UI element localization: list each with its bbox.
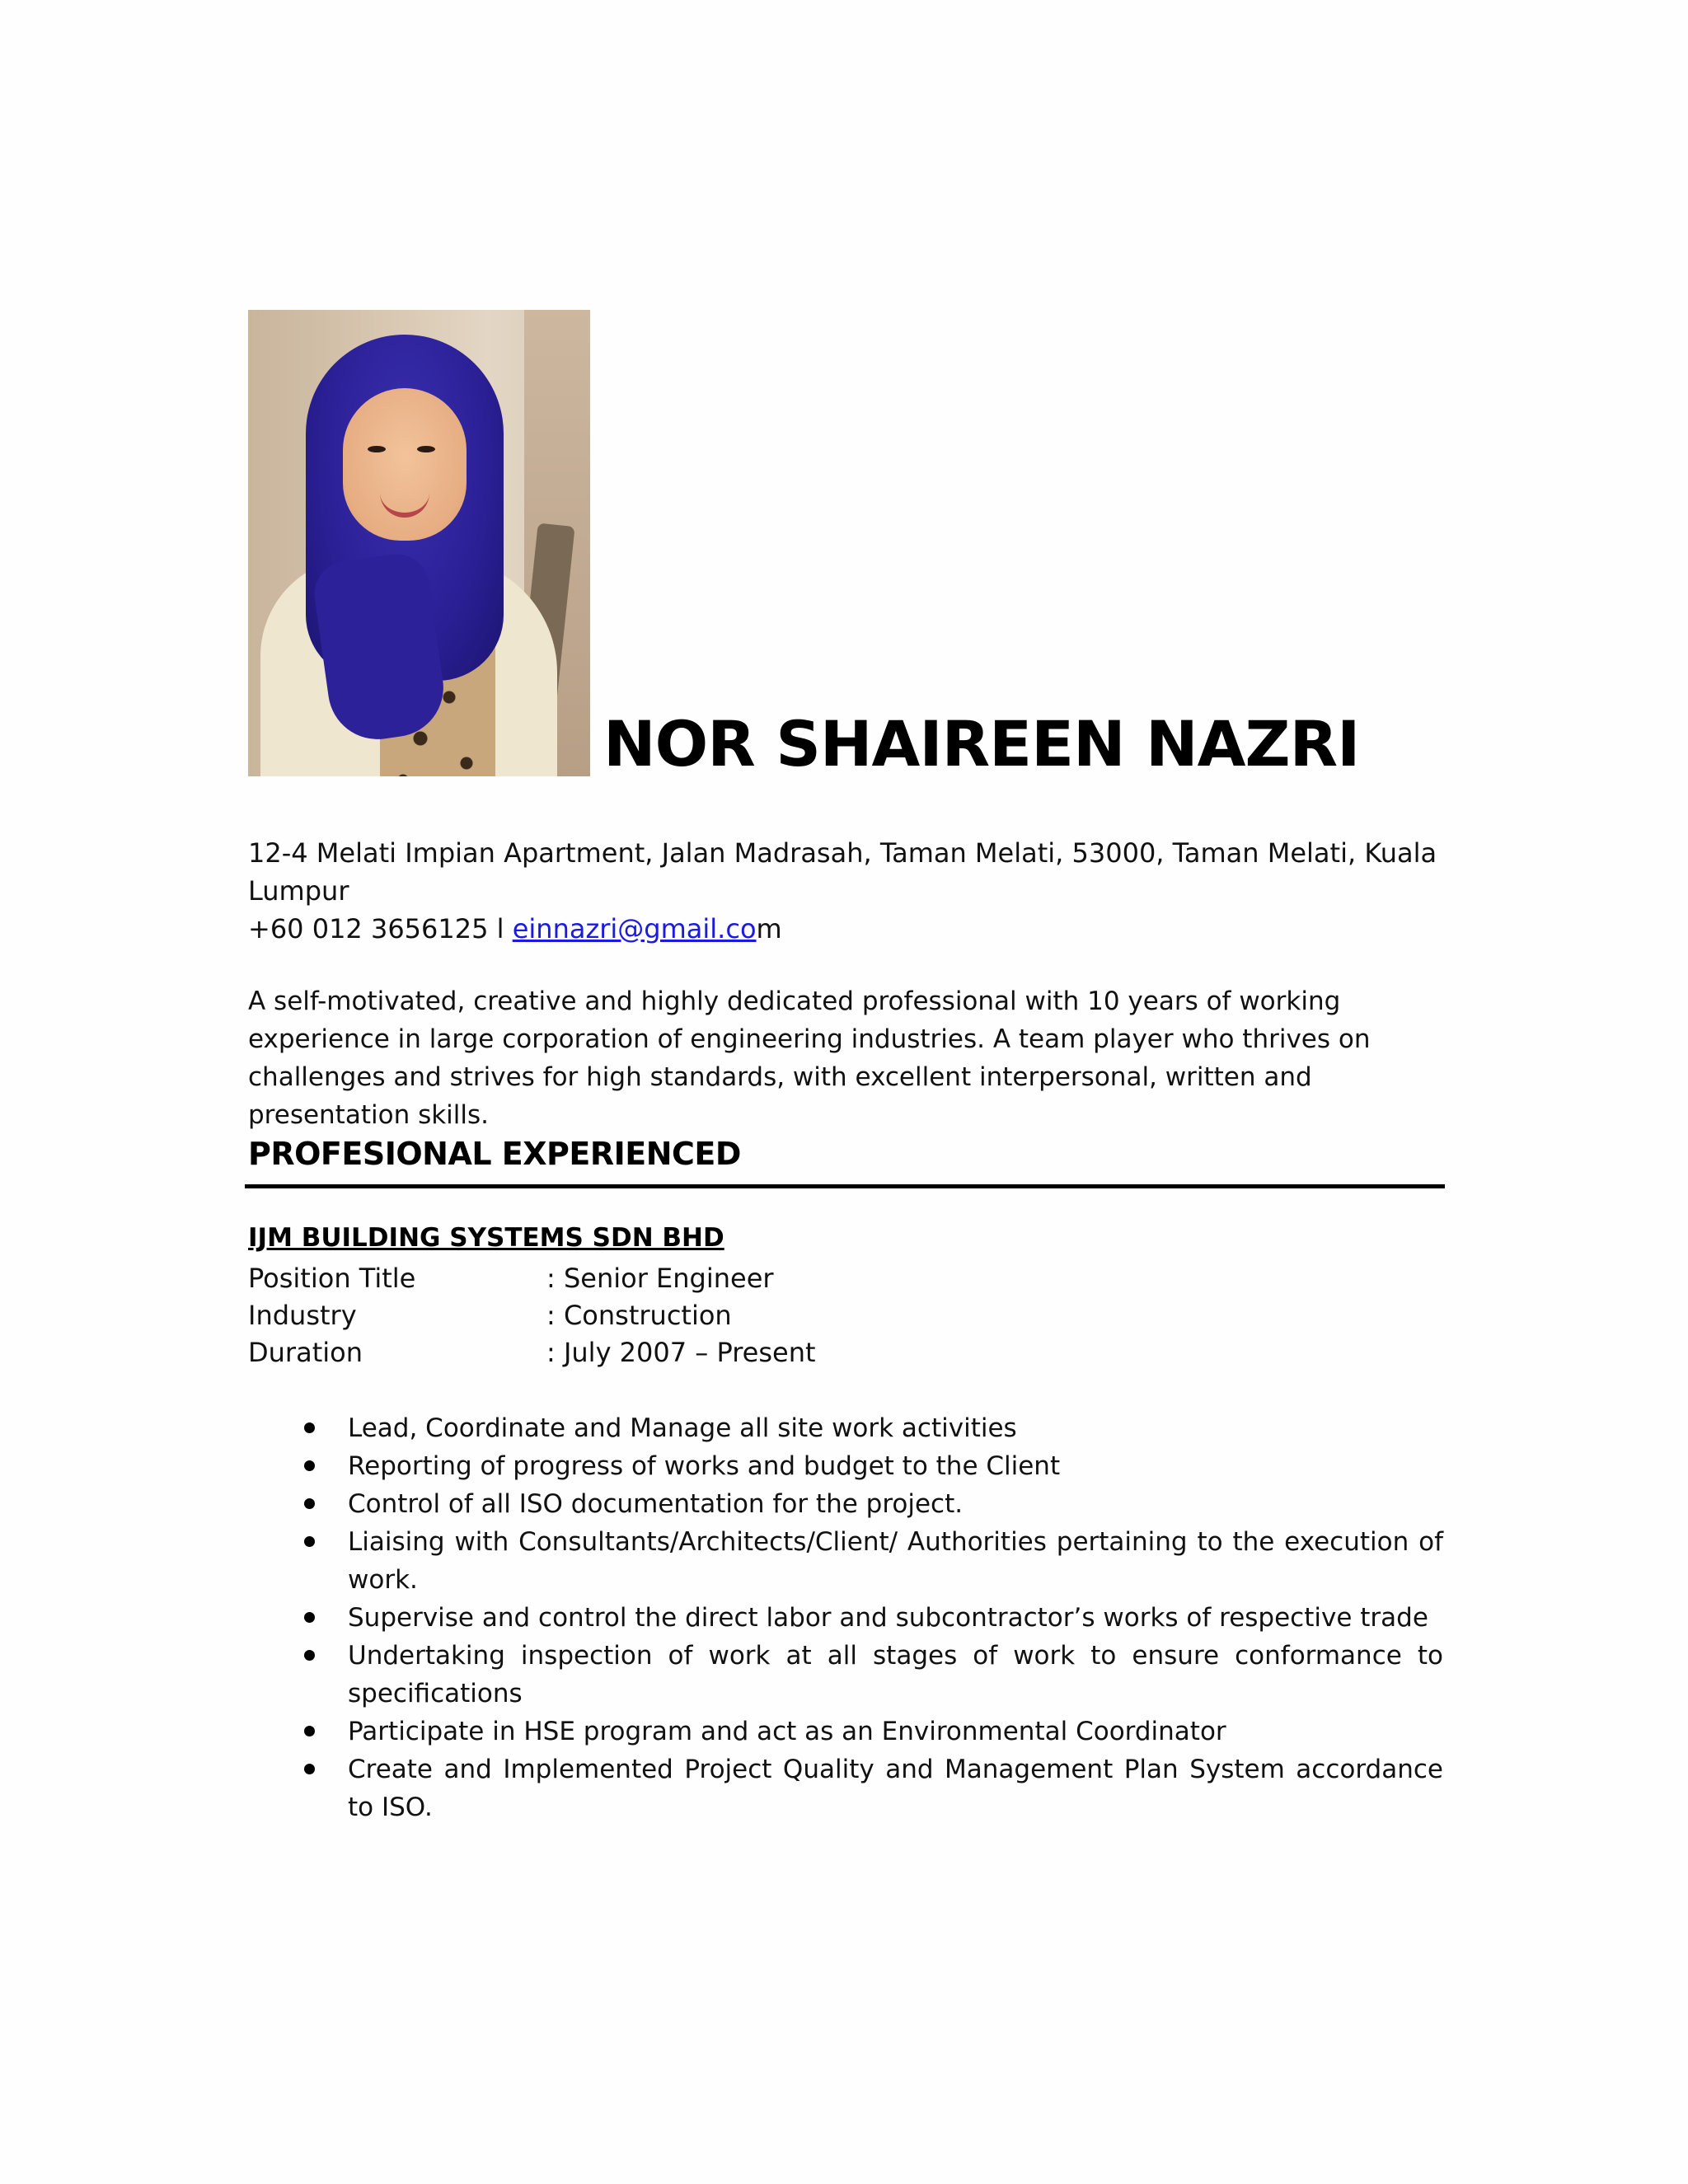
duty-item: Reporting of progress of works and budget to the Client [248, 1447, 1443, 1485]
email-link[interactable]: einnazri@gmail.co [512, 913, 757, 944]
field-value: : Senior Engineer [546, 1263, 774, 1294]
photo-face [343, 388, 467, 541]
email-tail: m [756, 913, 782, 944]
duty-item: Lead, Coordinate and Manage all site work activities [248, 1409, 1443, 1447]
duty-item: Create and Implemented Project Quality and Management Plan System accordance to ISO. [248, 1750, 1443, 1826]
duties-list [248, 1409, 1443, 1826]
candidate-name: NOR SHAIREEN NAZRI [603, 707, 1360, 780]
field-label: Duration [248, 1337, 363, 1368]
photo-eye-left [368, 446, 386, 452]
company-name: IJM BUILDING SYSTEMS SDN BHD [248, 1223, 724, 1253]
duty-item: Participate in HSE program and act as an Environmental Coordinator [248, 1713, 1443, 1750]
duty-item: Undertaking inspection of work at all stages of work to ensure conformance to specifications [248, 1637, 1443, 1713]
contact-line [248, 910, 782, 948]
field-label: Industry [248, 1300, 357, 1331]
experience-heading: PROFESIONAL EXPERIENCED [248, 1136, 741, 1172]
section-divider [245, 1184, 1445, 1188]
field-label: Position Title [248, 1263, 416, 1294]
profile-photo [248, 310, 590, 776]
duty-item: Control of all ISO documentation for the project. [248, 1485, 1443, 1523]
duty-item: Liaising with Consultants/Architects/Client/ Authorities pertaining to the execution of work. [248, 1523, 1443, 1599]
address: 12-4 Melati Impian Apartment, Jalan Madrasah, Taman Melati, 53000, Taman Melati, Kuala Lumpur [248, 837, 1437, 907]
duty-item: Supervise and control the direct labor and subcontractor’s works of respective trade [248, 1599, 1443, 1637]
field-value: : Construction [546, 1300, 732, 1331]
photo-eye-right [417, 446, 435, 452]
field-value: : July 2007 – Present [546, 1337, 816, 1368]
profile-summary: A self-motivated, creative and highly dedicated professional with 10 years of working experience in large corporation of engineering industries. A team player who thrives on challenges and strives for high standards, with excellent interpersonal, written and presentation skills. [248, 987, 1371, 1130]
phone-number: +60 012 3656125 l [248, 913, 513, 944]
